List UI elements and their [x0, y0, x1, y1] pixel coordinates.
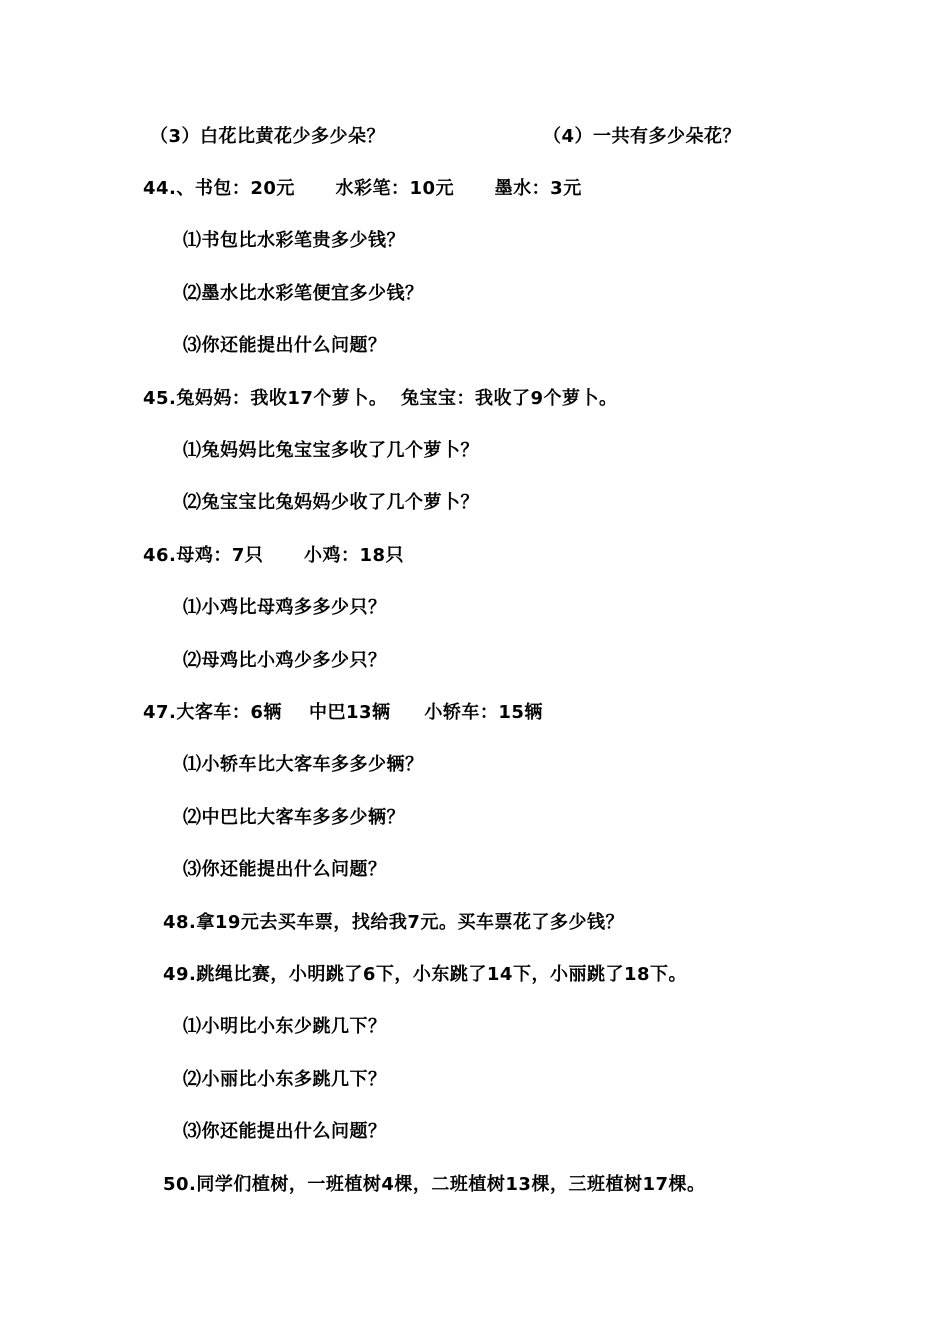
- question-44-part-1: ⑴书包比水彩笔贵多少钱？: [183, 230, 405, 251]
- question-50: 50.同学们植树，一班植树4棵，二班植树13棵，三班植树17棵。: [163, 1174, 706, 1195]
- question-46-part-1: ⑴小鸡比母鸡多多少只？: [183, 597, 387, 618]
- question-43-part-3: （3）白花比黄花少多少朵？: [150, 126, 386, 147]
- question-43-part-4: （4）一共有多少朵花？: [543, 126, 742, 147]
- question-46: 46.母鸡：7只 小鸡：18只: [143, 545, 405, 566]
- question-47-part-1: ⑴小轿车比大客车多多少辆？: [183, 754, 424, 775]
- question-49: 49.跳绳比赛，小明跳了6下，小东跳了14下，小丽跳了18下。: [163, 964, 688, 985]
- question-49-part-1: ⑴小明比小东少跳几下？: [183, 1016, 387, 1037]
- question-47: 47.大客车：6辆 中巴13辆 小轿车：15辆: [143, 702, 543, 723]
- question-49-part-2: ⑵小丽比小东多跳几下？: [183, 1069, 387, 1090]
- question-44-part-2: ⑵墨水比水彩笔便宜多少钱？: [183, 283, 424, 304]
- question-45: 45.兔妈妈：我收17个萝卜。 兔宝宝：我收了9个萝卜。: [143, 388, 618, 409]
- question-47-part-2: ⑵中巴比大客车多多少辆？: [183, 807, 405, 828]
- question-49-part-3: ⑶你还能提出什么问题？: [183, 1121, 387, 1142]
- question-44: 44.、书包：20元 水彩笔：10元 墨水：3元: [143, 178, 582, 199]
- question-44-part-3: ⑶你还能提出什么问题？: [183, 335, 387, 356]
- question-45-part-1: ⑴兔妈妈比兔宝宝多收了几个萝卜？: [183, 440, 479, 461]
- question-48: 48.拿19元去买车票，找给我7元。买车票花了多少钱？: [163, 912, 624, 933]
- question-45-part-2: ⑵兔宝宝比兔妈妈少收了几个萝卜？: [183, 492, 479, 513]
- question-46-part-2: ⑵母鸡比小鸡少多少只？: [183, 650, 387, 671]
- question-47-part-3: ⑶你还能提出什么问题？: [183, 859, 387, 880]
